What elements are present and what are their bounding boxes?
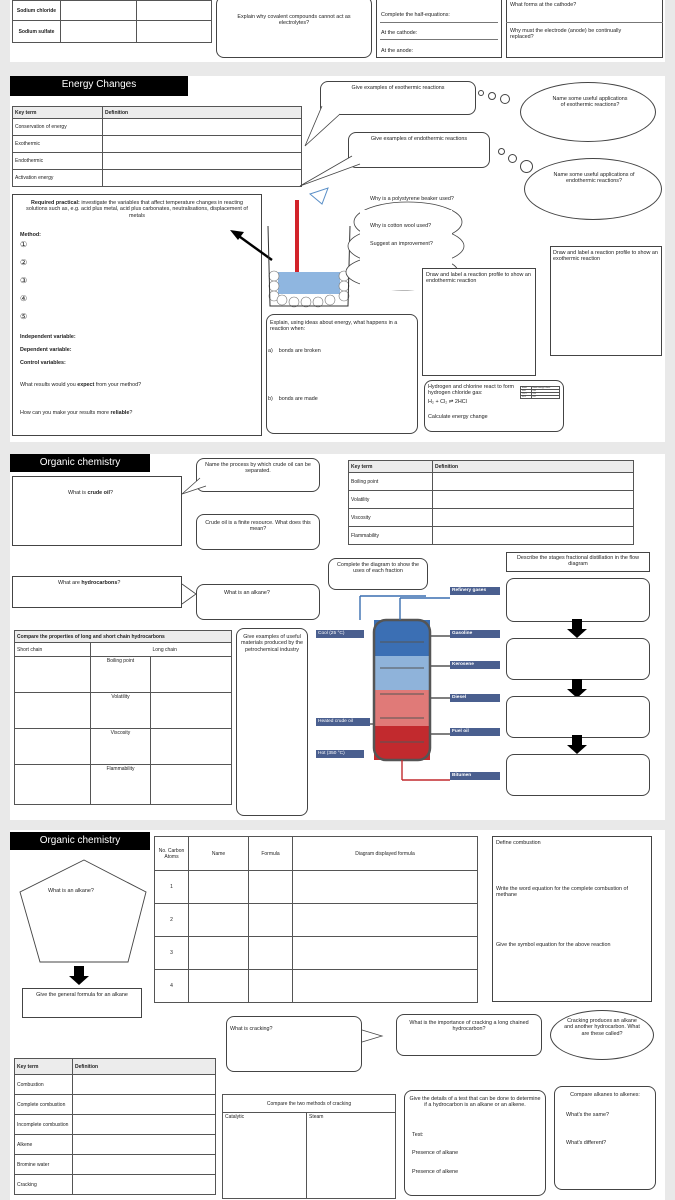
key-term: Alkene	[15, 1135, 73, 1155]
carbon-count: 4	[155, 970, 189, 1003]
q-keyword: hydrocarbons	[81, 580, 118, 586]
expect-part: What results would you	[20, 382, 76, 388]
expect-question	[20, 382, 141, 388]
salt-answer[interactable]	[61, 1, 137, 21]
carbon-count: 1	[155, 871, 189, 904]
steam-header: Steam	[307, 1113, 396, 1199]
key-term: Endothermic	[13, 153, 103, 170]
independent-variable-label: Independent variable:	[20, 334, 76, 340]
cool-label: Cool (25 °C)	[316, 630, 364, 638]
exo-profile-question: Draw and label a reaction profile to show an exothermic reaction	[553, 250, 658, 263]
top-strip	[10, 0, 665, 62]
key-term: Cracking	[15, 1175, 73, 1195]
bubble-tail	[10, 830, 11, 831]
bonds-made-label	[268, 396, 318, 402]
blank-cell	[91, 643, 151, 657]
key-term: Viscosity	[349, 509, 433, 527]
organic-key-table	[348, 460, 634, 545]
same-question: What's the same?	[566, 1112, 609, 1118]
describe-question: Describe the stages fractional distillation in the flow diagram	[517, 555, 639, 568]
bond-cell: Cl-Cl	[521, 393, 532, 396]
answer-cell[interactable]	[293, 970, 478, 1003]
hcl-text: Hydrogen and chlorine react to form hydrogen chloride gas:	[428, 384, 514, 397]
explain-energy-question: Explain, using ideas about energy, what happens in a reaction when:	[270, 320, 398, 333]
key-term: Bromine water	[15, 1155, 73, 1175]
q-part: ?	[109, 490, 113, 496]
step-number: ②	[20, 258, 28, 267]
bond-cell: H-H	[521, 390, 532, 393]
covalent-question: Explain why covalent compounds cannot act as electrolytes?	[237, 14, 351, 27]
test-label: Test:	[412, 1132, 424, 1138]
symbol-equation-question: Give the symbol equation for the above reaction	[496, 942, 611, 948]
short-answer[interactable]	[15, 657, 91, 693]
down-arrow-icon	[572, 619, 582, 629]
hot-label: Hot (350 °C)	[316, 750, 364, 758]
step-number: ①	[20, 240, 28, 249]
thought-dot	[498, 148, 505, 155]
definition-cell[interactable]	[433, 527, 634, 545]
thought-dot	[488, 92, 496, 100]
definition-cell[interactable]	[433, 473, 634, 491]
bond-header: Bond energy kJ/mol	[531, 387, 559, 390]
key-term-header: Key term	[13, 107, 103, 119]
answer-cell[interactable]	[189, 871, 249, 904]
electrode-divider	[506, 22, 663, 23]
salt-answer[interactable]	[136, 1, 212, 21]
finite-question: Crude oil is a finite resource. What does this mean?	[205, 520, 311, 533]
key-term: Boiling point	[349, 473, 433, 491]
fraction-label: Refinery gases	[450, 587, 500, 595]
carbon-count: 3	[155, 937, 189, 970]
cracking-methods-table	[222, 1094, 396, 1199]
combustion-box[interactable]	[492, 836, 652, 1002]
down-arrow-icon	[74, 966, 84, 976]
fraction-label: Gasoline	[450, 630, 500, 638]
bond-cell: 243	[531, 393, 559, 396]
energy-changes-sheet	[10, 76, 665, 442]
hcl-equation: H₂ + Cl₂ ⇌ 2HCl	[428, 399, 467, 405]
bond-energy-table	[520, 386, 560, 399]
general-formula-question: Give the general formula for an alkane	[36, 992, 128, 998]
answer-cell[interactable]	[249, 970, 293, 1003]
importance-question: What is the importance of cracking a long chained hydrocarbon?	[409, 1020, 529, 1033]
bond-cell: 436	[531, 390, 559, 393]
answer-cell[interactable]	[189, 904, 249, 937]
alkene-question: Cracking produces an alkane and another hydrocarbon. What are these called?	[564, 1018, 640, 1037]
flow-box[interactable]	[506, 696, 650, 738]
presence-alkane-label: Presence of alkane	[412, 1150, 459, 1156]
word-equation-question: Write the word equation for the complete combustion of methane	[496, 886, 629, 899]
definition-cell[interactable]	[103, 170, 302, 187]
improve-question: Suggest an improvement?	[370, 241, 433, 247]
energy-title: Energy Changes	[10, 76, 188, 96]
short-answer[interactable]	[15, 729, 91, 765]
half-equation-label: Complete the half-equations:	[381, 12, 450, 18]
dependent-variable-label: Dependent variable:	[20, 347, 72, 353]
list-marker: b)	[268, 396, 273, 402]
alkane-table	[154, 836, 478, 1003]
alkane-question: What is an alkane?	[224, 590, 270, 596]
reliable-question	[20, 410, 132, 416]
compare-table	[14, 630, 232, 805]
answer-cell[interactable]	[249, 937, 293, 970]
practical-label: Required practical:	[30, 200, 80, 206]
crude-oil-box[interactable]	[12, 476, 182, 546]
expect-word: expect	[77, 382, 95, 388]
long-chain-header: Long chain	[151, 643, 232, 657]
separate-question: Name the process by which crude oil can be separated.	[205, 462, 311, 475]
compare-title: Compare the properties of long and short chain hydrocarbons	[15, 631, 232, 643]
bonds-broken-label	[268, 348, 321, 354]
definition-cell[interactable]	[103, 153, 302, 170]
name-header: Name	[189, 837, 249, 871]
key-term-header: Key term	[349, 461, 433, 473]
short-chain-header: Short chain	[15, 643, 91, 657]
down-arrow-icon	[572, 679, 582, 689]
method-label: Method:	[20, 232, 41, 238]
endo-uses-cloud[interactable]	[524, 158, 662, 220]
anode-label: At the anode:	[381, 48, 414, 54]
materials-box[interactable]	[236, 628, 308, 816]
bond-cell: H-Cl	[521, 396, 532, 399]
salt-cell: Sodium sulfate	[13, 21, 61, 43]
practical-description: investigate the variables that affect temperature changes in reacting solutions such as, e.g. acid plus metal, acid plus carbonates, neutralisations, displacement of metals	[26, 200, 248, 219]
carbon-atoms-header: No. Carbon Atoms	[155, 837, 189, 871]
salt-cell: Sodium chloride	[13, 1, 61, 21]
key-term: Conservation of energy	[13, 119, 103, 136]
thought-dot	[500, 94, 510, 104]
property-label: Volatility	[91, 693, 151, 729]
exo-uses-cloud[interactable]	[520, 82, 656, 142]
reliable-part: How can you make your results more	[20, 410, 109, 416]
polystyrene-cloud[interactable]	[10, 76, 11, 77]
answer-cell[interactable]	[189, 937, 249, 970]
down-arrow-icon	[572, 735, 582, 745]
endo-profile-question: Draw and label a reaction profile to show an endothermic reaction	[426, 272, 531, 285]
fraction-label: Kerosene	[450, 661, 500, 669]
answer-cell[interactable]	[249, 871, 293, 904]
q-part: What are	[58, 580, 80, 586]
presence-alkene-label: Presence of alkene	[412, 1169, 459, 1175]
cathode-line	[380, 39, 498, 40]
definition-cell[interactable]	[73, 1155, 216, 1175]
half-eq-line	[380, 22, 498, 23]
alkane-question: What is an alkane?	[48, 888, 94, 894]
bonds-made-text: bonds are made	[278, 396, 318, 402]
property-label: Boiling point	[91, 657, 151, 693]
compare-alkenes-question: Compare alkanes to alkenes:	[570, 1092, 640, 1098]
crude-oil-question	[68, 490, 113, 496]
organic-title: Organic chemistry	[10, 454, 150, 472]
catalytic-header: Catalytic	[223, 1113, 307, 1199]
organic-chemistry-sheet-1	[10, 454, 665, 820]
definition-cell[interactable]	[103, 119, 302, 136]
step-number: ④	[20, 294, 28, 303]
short-answer[interactable]	[15, 693, 91, 729]
definition-cell[interactable]	[73, 1095, 216, 1115]
property-label: Viscosity	[91, 729, 151, 765]
q-part: ?	[117, 580, 121, 586]
cracking-key-table	[14, 1058, 216, 1195]
energy-change-question: Calculate energy change	[428, 414, 488, 420]
different-question: What's different?	[566, 1140, 607, 1146]
definition-header: Definition	[433, 461, 634, 473]
answer-cell[interactable]	[293, 871, 478, 904]
key-term: Complete combustion	[15, 1095, 73, 1115]
short-answer[interactable]	[15, 765, 91, 805]
list-marker: a)	[268, 348, 273, 354]
answer-cell[interactable]	[189, 970, 249, 1003]
key-term: Exothermic	[13, 136, 103, 153]
carbon-count: 2	[155, 904, 189, 937]
endo-examples-question: Give examples of endothermic reactions	[370, 136, 468, 142]
key-term: Combustion	[15, 1075, 73, 1095]
answer-cell[interactable]	[293, 904, 478, 937]
definition-header: Definition	[73, 1059, 216, 1075]
property-label: Flammability	[91, 765, 151, 805]
salt-answer[interactable]	[61, 21, 137, 43]
hydrocarbons-question	[58, 580, 120, 586]
answer-cell[interactable]	[293, 937, 478, 970]
materials-question: Give examples of useful materials produced by the petrochemical industry	[240, 634, 304, 653]
cotton-question: Why is cotton wool used?	[370, 223, 432, 229]
step-number: ③	[20, 276, 28, 285]
formula-header: Formula	[249, 837, 293, 871]
cracking-question: What is cracking?	[230, 1026, 273, 1032]
salt-table	[12, 0, 212, 43]
key-term: Flammability	[349, 527, 433, 545]
bond-cell: 432	[531, 396, 559, 399]
fraction-label: Bitumen	[450, 772, 500, 780]
fractionating-column-diagram	[10, 454, 11, 455]
bonds-broken-text: bonds are broken	[278, 348, 321, 354]
reliable-word: reliable	[110, 410, 130, 416]
expect-part: from your method?	[95, 382, 142, 388]
thought-dot	[478, 90, 484, 96]
exo-examples-question: Give examples of exothermic reactions	[351, 85, 445, 91]
polystyrene-question: Why is a polystyrene beaker used?	[370, 196, 454, 202]
definition-cell[interactable]	[433, 491, 634, 509]
displayed-formula-header: Diagram displayed formula	[293, 837, 478, 871]
covalent-box[interactable]	[216, 0, 372, 58]
exo-uses-question: Name some useful applications of exothermic reactions?	[552, 96, 628, 109]
flow-box[interactable]	[506, 754, 650, 796]
test-question: Give the details of a test that can be done to determine if a hydrocarbon is an alkane or an alkene.	[409, 1096, 541, 1109]
answer-cell[interactable]	[249, 904, 293, 937]
definition-cell[interactable]	[73, 1175, 216, 1195]
energy-key-table	[12, 106, 302, 187]
combustion-question: Define combustion	[496, 840, 541, 846]
long-answer[interactable]	[151, 765, 232, 805]
definition-header: Definition	[103, 107, 302, 119]
fraction-label: Fuel oil	[450, 728, 500, 736]
organic-title: Organic chemistry	[10, 832, 150, 850]
long-answer[interactable]	[151, 693, 232, 729]
key-term: Volatility	[349, 491, 433, 509]
key-term: Activation energy	[13, 170, 103, 187]
q-keyword: crude oil	[87, 490, 110, 496]
step-number: ⑤	[20, 312, 28, 321]
definition-cell[interactable]	[73, 1115, 216, 1135]
thought-dot	[508, 154, 517, 163]
thought-dot	[520, 160, 533, 173]
flow-box[interactable]	[506, 638, 650, 680]
electrode-question: Why must the electrode (anode) be continually replaced?	[510, 28, 622, 41]
practical-box[interactable]	[12, 194, 262, 436]
practical-text	[20, 200, 254, 219]
bond-header: Bond	[521, 387, 532, 390]
heated-label: Heated crude oil	[316, 718, 370, 726]
cathode-label: At the cathode:	[381, 30, 418, 36]
definition-cell[interactable]	[73, 1075, 216, 1095]
methods-title: Compare the two methods of cracking	[223, 1095, 396, 1113]
definition-cell[interactable]	[103, 136, 302, 153]
organic-chemistry-sheet-2	[10, 830, 665, 1200]
q-part: What is	[68, 490, 86, 496]
salt-answer[interactable]	[136, 21, 212, 43]
key-term-header: Key term	[15, 1059, 73, 1075]
fraction-label: Diesel	[450, 694, 500, 702]
long-answer[interactable]	[151, 729, 232, 765]
reliable-part: ?	[129, 410, 133, 416]
key-term: Incomplete combustion	[15, 1115, 73, 1135]
definition-cell[interactable]	[73, 1135, 216, 1155]
cracking-box[interactable]	[226, 1016, 362, 1072]
endo-uses-question: Name some useful applications of endothermic reactions?	[553, 172, 635, 185]
compare-alkenes-box[interactable]	[554, 1086, 656, 1190]
cathode-forms-question: What forms at the cathode?	[510, 2, 577, 8]
control-variables-label: Control variables:	[20, 360, 66, 366]
diagram-question: Complete the diagram to show the uses of each fraction	[336, 562, 420, 575]
flow-box[interactable]	[506, 578, 650, 622]
definition-cell[interactable]	[433, 509, 634, 527]
long-answer[interactable]	[151, 657, 232, 693]
